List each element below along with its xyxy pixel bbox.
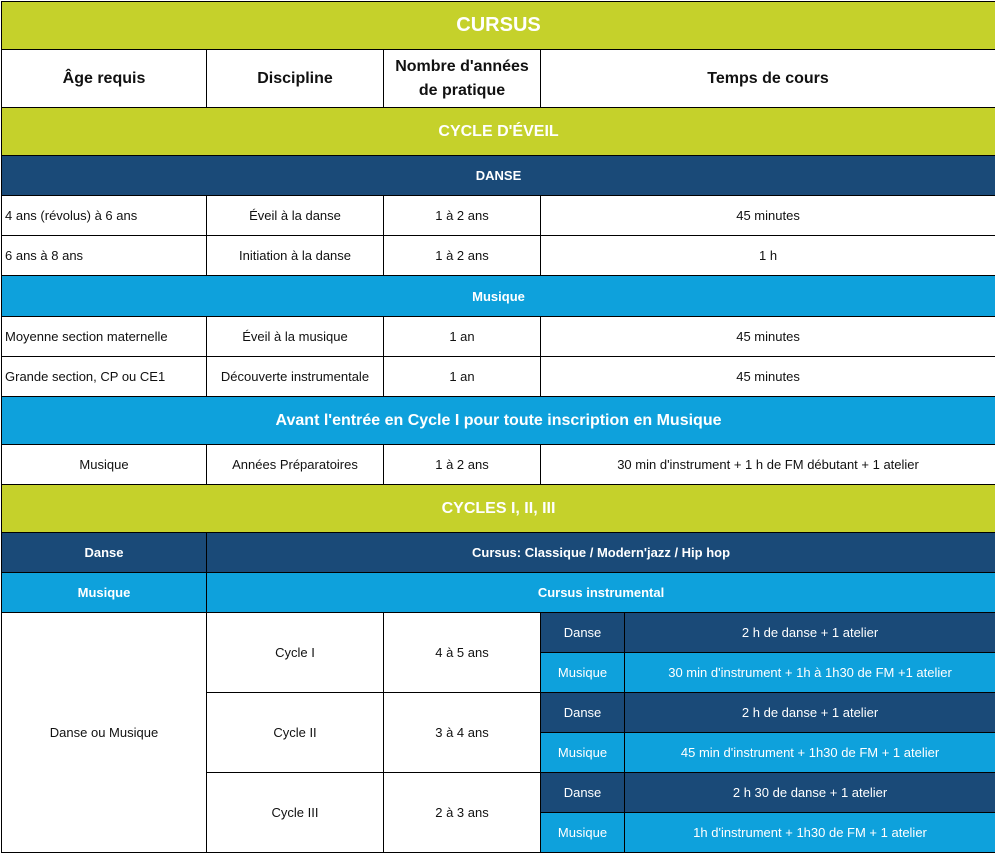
cursus-table <box>1 1 995 853</box>
table-title: CURSUS <box>2 2 995 50</box>
cell-years: 1 à 2 ans <box>384 236 541 276</box>
section-cycle-eveil: CYCLE D'ÉVEIL <box>2 108 995 156</box>
cycle-years: 3 à 4 ans <box>384 693 541 773</box>
cycle-musique-label: Musique <box>541 733 625 773</box>
cell-age: Grande section, CP ou CE1 <box>2 357 207 397</box>
table-row <box>2 445 995 485</box>
table-row <box>2 317 995 357</box>
cycle-musique-time: 1h d'instrument + 1h30 de FM + 1 atelier <box>625 813 995 853</box>
subsection-musique: Musique <box>2 276 995 317</box>
cell-years: 1 à 2 ans <box>384 445 541 485</box>
cell-discipline: Initiation à la danse <box>207 236 384 276</box>
cycle-danse-label: Danse <box>541 613 625 653</box>
cycle-danse-label: Danse <box>541 693 625 733</box>
cell-time: 45 minutes <box>541 357 995 397</box>
cycle-musique-time: 45 min d'instrument + 1h30 de FM + 1 atelier <box>625 733 995 773</box>
cell-discipline: Découverte instrumentale <box>207 357 384 397</box>
cycle-musique-time: 30 min d'instrument + 1h à 1h30 de FM +1 atelier <box>625 653 995 693</box>
subsection-danse: DANSE <box>2 156 995 196</box>
cycle-name: Cycle III <box>207 773 384 853</box>
cycles-musique-cursus: Cursus instrumental <box>207 573 995 613</box>
cycle-musique-label: Musique <box>541 813 625 853</box>
cycle-name: Cycle II <box>207 693 384 773</box>
cycle-danse-time: 2 h de danse + 1 atelier <box>625 613 995 653</box>
cycle-danse-time: 2 h 30 de danse + 1 atelier <box>625 773 995 813</box>
table-row <box>2 613 995 653</box>
cycle-years: 2 à 3 ans <box>384 773 541 853</box>
cell-age: Moyenne section maternelle <box>2 317 207 357</box>
cell-age: Musique <box>2 445 207 485</box>
table-row <box>2 357 995 397</box>
cell-years: 1 an <box>384 357 541 397</box>
cycle-name: Cycle I <box>207 613 384 693</box>
cycles-danse-label: Danse <box>2 533 207 573</box>
header-discipline: Discipline <box>207 50 384 108</box>
cycles-danse-cursus: Cursus: Classique / Modern'jazz / Hip hop <box>207 533 995 573</box>
cell-discipline: Éveil à la musique <box>207 317 384 357</box>
cell-time: 45 minutes <box>541 317 995 357</box>
cell-time: 45 minutes <box>541 196 995 236</box>
cell-years: 1 à 2 ans <box>384 196 541 236</box>
header-age: Âge requis <box>2 50 207 108</box>
cell-discipline: Années Préparatoires <box>207 445 384 485</box>
section-avant-cycle: Avant l'entrée en Cycle I pour toute inscription en Musique <box>2 397 995 445</box>
cell-time: 1 h <box>541 236 995 276</box>
cycle-musique-label: Musique <box>541 653 625 693</box>
section-cycles: CYCLES I, II, III <box>2 485 995 533</box>
cell-time: 30 min d'instrument + 1 h de FM débutant + 1 atelier <box>541 445 995 485</box>
cell-discipline: Éveil à la danse <box>207 196 384 236</box>
cycle-danse-time: 2 h de danse + 1 atelier <box>625 693 995 733</box>
cell-age: 6 ans à 8 ans <box>2 236 207 276</box>
cycles-musique-label: Musique <box>2 573 207 613</box>
table-row <box>2 196 995 236</box>
cycle-danse-label: Danse <box>541 773 625 813</box>
cell-age: Danse ou Musique <box>2 613 207 853</box>
cell-years: 1 an <box>384 317 541 357</box>
header-time: Temps de cours <box>541 50 995 108</box>
table-row <box>2 236 995 276</box>
cycle-years: 4 à 5 ans <box>384 613 541 693</box>
header-years: Nombre d'années de pratique <box>384 50 541 108</box>
cell-age: 4 ans (révolus) à 6 ans <box>2 196 207 236</box>
